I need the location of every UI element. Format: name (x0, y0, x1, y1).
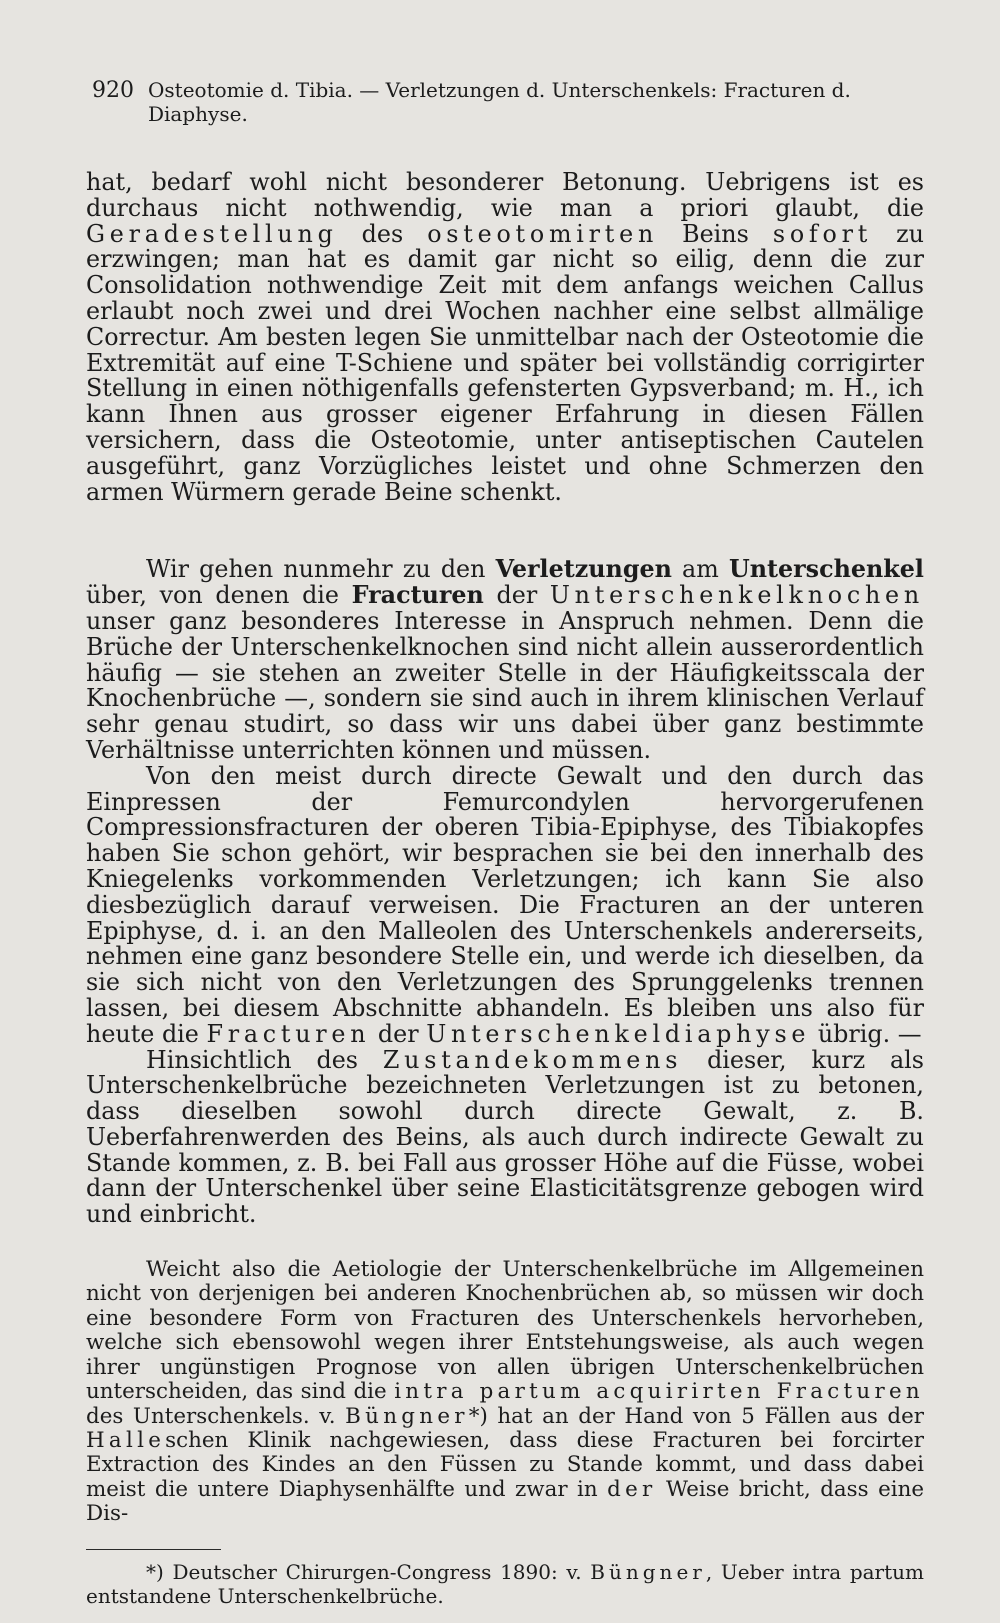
bold-term: Unterschenkel (728, 555, 924, 584)
bold-term: Fracturen (351, 581, 484, 610)
running-title: Osteotomie d. Tibia. — Verletzungen d. Unterschenkels: Fracturen d. Diaphyse. (148, 78, 851, 126)
text-run: Hinsichtlich des (146, 1045, 383, 1074)
text-run: schen Klinik nachgewiesen, dass diese Fracturen bei forcirter Extraction des Kindes an den Füssen zu Stande kommt, und dass dabei meist die untere Diaphysenhälfte und zwar in (86, 1427, 924, 1502)
spaced-term: Unterschenkeldiaphyse (426, 1019, 811, 1048)
footnote (86, 1560, 924, 1608)
spaced-term: Büngner (590, 1559, 706, 1584)
spaced-term: Büngner (345, 1403, 469, 1429)
text-run: unser ganz besonderes Interesse in Anspruch nehmen. Denn die Brüche der Unterschenkelknochen sind nicht allein ausserordentlich häufig — sie stehen an zweiter Stelle in der Häufigkeitsscala der Knochenbrüche —, sondern sie sind auch in ihrem klinischen Verlauf sehr genau studirt, so dass wir uns dabei über ganz bestimmte Verhältnisse unterrichten können und müssen. (86, 606, 924, 764)
main-text (86, 170, 924, 1228)
spaced-term: sofort (772, 219, 873, 248)
spaced-term: intra partum acquirirten Fracturen (394, 1379, 924, 1405)
text-run: über, von denen die (86, 581, 352, 610)
text-run: der (370, 1019, 427, 1048)
paragraph-osteotomy-correction (86, 170, 924, 505)
text-run: , Ueber intra partum entstandene Unterschenkelbrüche. (86, 1559, 924, 1608)
spaced-term: Fracturen (206, 1019, 371, 1048)
spaced-term: Unterschenkelknochen (549, 581, 924, 610)
paragraph-lower-leg-injuries (86, 557, 924, 763)
paragraph-epiphysis-fractures (86, 761, 924, 1048)
bold-term: Verletzungen (495, 555, 672, 584)
spaced-term: Geradestellung (86, 219, 338, 248)
spaced-term: der (607, 1476, 657, 1502)
text-run: zu erzwingen; man hat es damit gar nicht so eilig, denn die zur Consolidation nothwendige Zeit mit dem anfangs weichen Callus erlaubt noch zwei und drei Wochen nachher eine selbst allmälige Correctur. Am besten legen Sie unmittelbar nach der Osteotomie die Extremität auf eine T-Schiene und später bei vollständig corrigirter Stellung in einen nöthigenfalls gefensterten Gypsverband; m. H., ich kann Ihnen aus grosser eigener Erfahrung in diesen Fällen versichern, dass die Osteotomie, unter antiseptischen Cautelen ausgeführt, ganz Vorzügliches leistet und ohne Schmerzen den armen Würmern gerade Beine schenkt. (86, 219, 924, 506)
text-run: am (671, 555, 729, 584)
paragraph-intra-partum-fractures (86, 1258, 924, 1526)
paragraph-causation (86, 1045, 924, 1229)
spaced-term: Zustandekommens (382, 1045, 683, 1074)
text-run: des (337, 219, 428, 248)
text-run: Weise bricht, dass eine Dis- (86, 1476, 925, 1527)
text-run: *) Deutscher Chirurgen-Congress 1890: v. (146, 1559, 591, 1584)
page-number: 920 (92, 78, 134, 103)
text-run: Beins (658, 219, 773, 248)
text-run: hat, bedarf wohl nicht besonderer Betonung. Uebrigens ist es durchaus nicht nothwendig, wie man a priori glaubt, die (86, 168, 924, 222)
text-run: Wir gehen nunmehr zu den (146, 555, 496, 584)
text-run: *) hat an der Hand von 5 Fällen aus der (468, 1403, 924, 1429)
text-run: der (483, 581, 550, 610)
text-run: des Unterschenkels. v. (86, 1403, 346, 1429)
text-run: Von den meist durch directe Gewalt und den durch das Einpressen der Femurcondylen hervorgerufenen Compressionsfracturen der oberen Tibia-Epiphyse, des Tibiakopfes haben Sie schon gehört, wir besprachen sie bei den innerhalb des Kniegelenks vorkommenden Verletzungen; ich kann Sie also diesbezüglich darauf verweisen. Die Fracturen an der unteren Epiphyse, d. i. an den Malleolen des Unterschenkels andererseits, nehmen eine ganz besondere Stelle ein, und werde ich dieselben, da sie sich nicht von den Verletzungen des Sprunggelenks trennen lassen, bei diesem Abschnitte abhandeln. Es bleiben uns also für heute die (86, 761, 924, 1048)
spaced-term: Halle (86, 1427, 166, 1453)
text-run: dieser, kurz als Unterschenkelbrüche bezeichneten Verletzungen ist zu betonen, dass dieselben sowohl durch directe Gewalt, z. B. Ueberfahrenwerden des Beins, als auch durch indirecte Gewalt zu Stande kommen, z. B. bei Fall aus grosser Höhe auf die Füsse, wobei dann der Unterschenkel über seine Elasticitätsgrenze gebogen wird und einbricht. (86, 1045, 924, 1229)
text-run: übrig. — (810, 1019, 922, 1048)
small-print-section (86, 1258, 924, 1526)
running-header (92, 78, 924, 126)
footnote-divider (86, 1549, 221, 1550)
text-run: Weicht also die Aetiologie der Unterschenkelbrüche im Allgemeinen nicht von derjenigen bei anderen Knochenbrüchen ab, so müssen wir doch eine besondere Form von Fracturen des Unterschenkels hervorheben, welche sich ebensowohl wegen ihrer Entstehungsweise, als auch wegen ihrer ungünstigen Prognose von allen übrigen Unterschenkelbrüchen unterscheiden, das sind die (86, 1257, 924, 1405)
spaced-term: osteotomirten (427, 219, 659, 248)
